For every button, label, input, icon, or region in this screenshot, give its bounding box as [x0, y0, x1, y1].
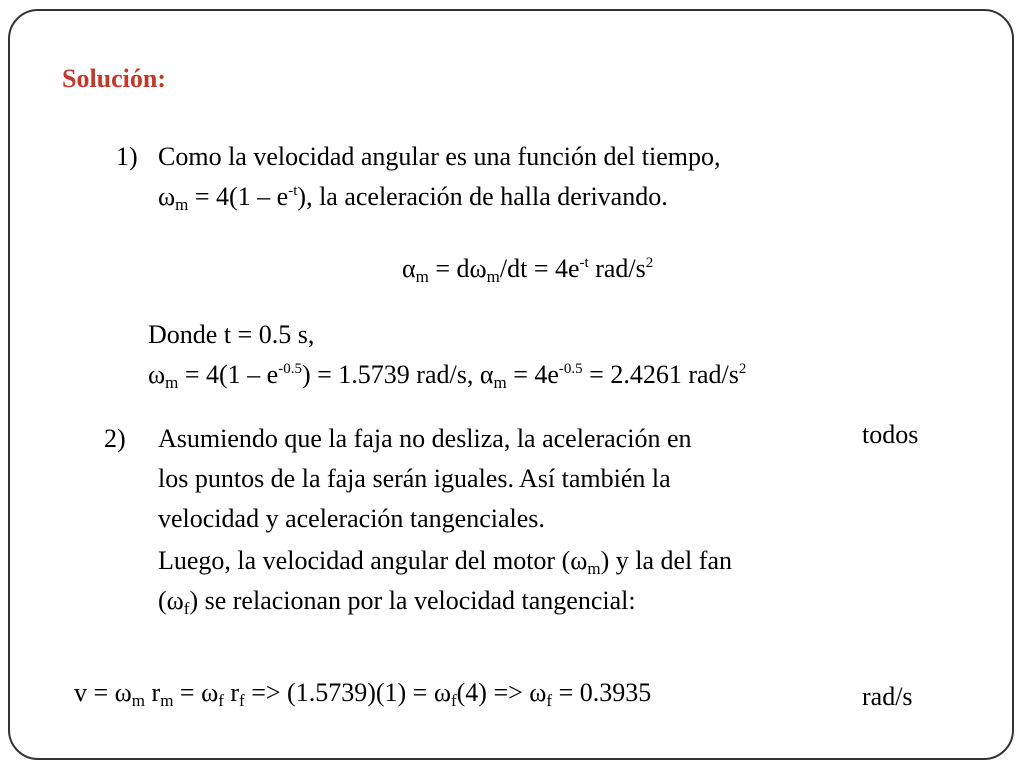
final-units: rad/s — [862, 682, 913, 711]
item-number-2: 2) — [104, 424, 126, 453]
donde-line: Donde t = 0.5 s, — [148, 320, 315, 349]
s2-line1: Asumiendo que la faja no desliza, la aceleración en — [158, 424, 692, 453]
final-equation: $v = \omega_m$ $r_m = \omega_f$ $r_f => (1.5739)(1) = \omega_f(4) => \omega_f = 0.3935$ — [74, 678, 652, 710]
item-number-1: 1) — [116, 142, 138, 171]
s2-line5: $(\omega_f)$ se relacionan por la velocidad tangencial: — [158, 586, 636, 618]
slide-title: Solución: — [62, 64, 167, 93]
s1-line2: $\omega_m = 4(1 - e^{-t})$, la aceleración de halla derivando. — [158, 182, 668, 214]
s2-line4: Luego, la velocidad angular del motor $(\omega_m)$ y la del fan — [158, 546, 732, 578]
s2-todos: todos — [862, 420, 919, 449]
s2-line3: velocidad y aceleración tangenciales. — [158, 504, 545, 533]
derivative-equation: $\alpha_m = d\omega_m/dt = 4e^{-t}$ rad/$s^2$ — [402, 254, 654, 286]
calc-line: $\omega_m = 4(1 - e^{-0.5}) = 1.5739$ rad/s, $\alpha_m = 4e^{-0.5} = 2.4261$ rad/$s^2$ — [148, 360, 747, 392]
s2-line2: los puntos de la faja serán iguales. Así también la — [158, 464, 671, 493]
s1-line1: Como la velocidad angular es una función del tiempo, — [158, 142, 721, 171]
